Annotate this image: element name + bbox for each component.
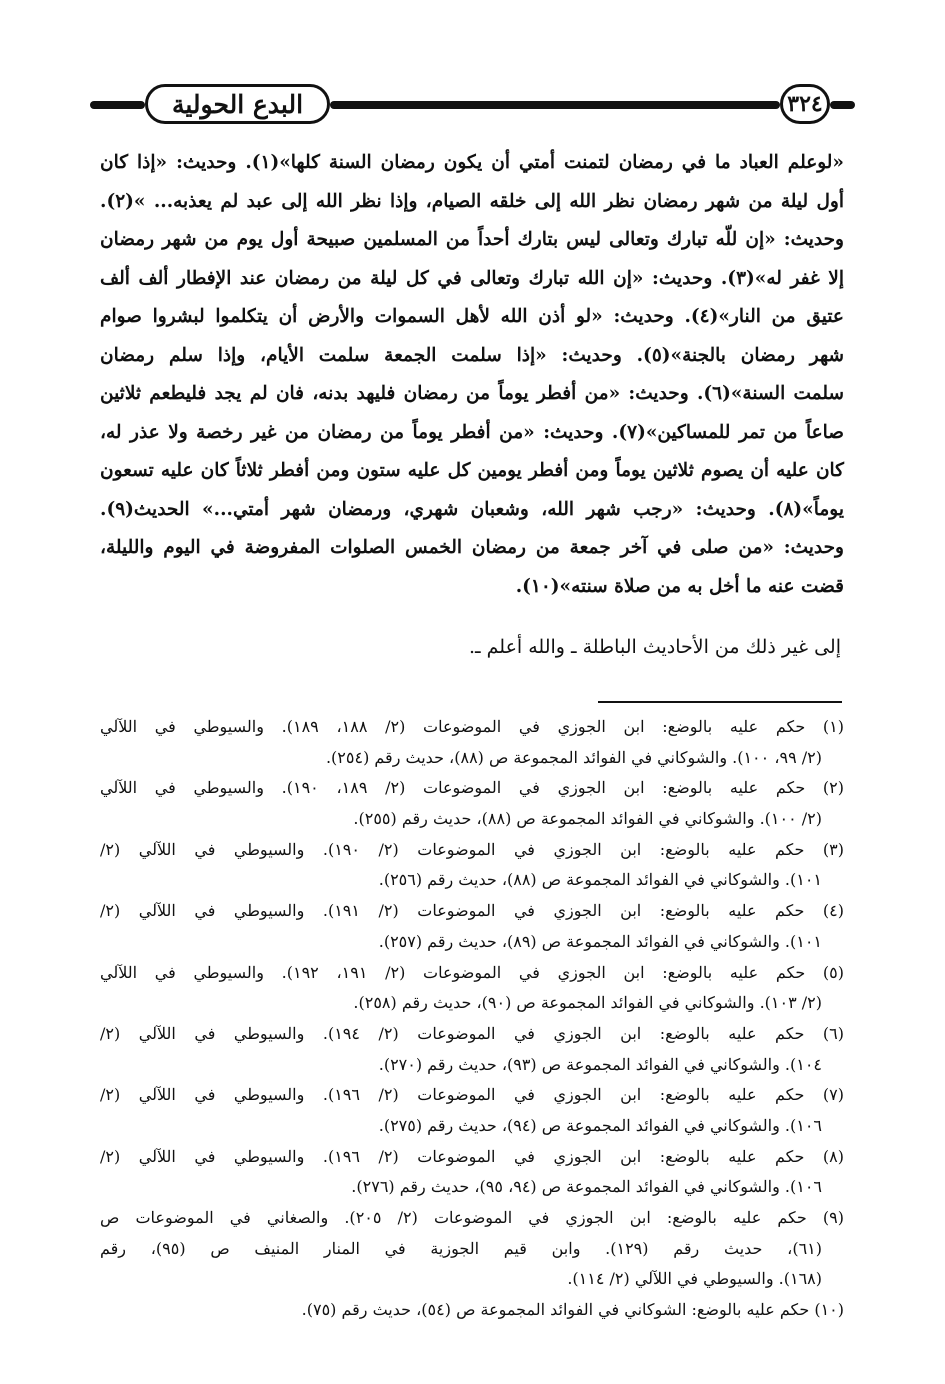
text-line: عتيق من النار»(٤). وحديث: «لو أذن الله لأهل السموات والأرض أن يتكلموا لبشروا صوام xyxy=(100,306,844,327)
footnote-line: ١٠٤). والشوكاني في الفوائد المجموعة ص (٩٣)، حديث رقم (٢٧٠). xyxy=(378,1054,822,1074)
footnote-line: ١٠١). والشوكاني في الفوائد المجموعة ص (٨٨)، حديث رقم (٢٥٦). xyxy=(378,870,822,890)
closing-line: إلى غير ذلك من الأحاديث الباطلة ـ والله أعلم ـ. xyxy=(468,636,841,658)
header-rule-right xyxy=(830,101,855,109)
footnote-line: (١) حكم عليه بالوضع: ابن الجوزي في الموضوعات (٢/ ١٨٨، ١٨٩). والسيوطي في اللآلي xyxy=(100,717,845,736)
page-number: ٣٢٤ xyxy=(780,84,830,124)
main-text xyxy=(100,144,844,606)
text-line: «لوعلم العباد ما في رمضان لتمنت أمتي أن يكون رمضان السنة كلها»(١). وحديث: «إذا كان xyxy=(100,152,844,173)
footnote-line: ١٠٦). والشوكاني في الفوائد المجموعة ص (٩٤)، حديث رقم (٢٧٥). xyxy=(378,1115,822,1135)
header-rule-left xyxy=(90,101,145,109)
text-line: إلا غفر له»(٣). وحديث: «إن الله تبارك وتعالى في كل ليلة من رمضان عند الإفطار ألف ألف xyxy=(100,267,844,289)
text-line: وحديث: «إن للّه تبارك وتعالى ليس بتارك أحداً من المسلمين صبيحة أول يوم من شهر رمضان xyxy=(100,229,844,250)
footnote-line: ١٠١). والشوكاني في الفوائد المجموعة ص (٨٩)، حديث رقم (٢٥٧). xyxy=(378,931,822,951)
running-header xyxy=(90,82,850,128)
footnote-line: (٢/ ٩٩، ١٠٠). والشوكاني في الفوائد المجموعة ص (٨٨)، حديث رقم (٢٥٤). xyxy=(325,747,822,767)
footnote-line: (٨) حكم عليه بالوضع: ابن الجوزي في الموضوعات (٢/ ١٩٦). والسيوطي في اللآلي (٢/ xyxy=(100,1146,844,1166)
footnote-divider xyxy=(598,701,842,703)
text-line: أول ليلة من شهر رمضان نظر الله إلى خلقه الصيام، وإذا نظر الله إلى عبد لم يعذبه... »(٢). xyxy=(100,190,844,212)
text-line: قضت عنه ما أخل به من صلاة سنته»(١٠). xyxy=(515,575,844,597)
footnote-line: (٢) حكم عليه بالوضع: ابن الجوزي في الموضوعات (٢/ ١٨٩، ١٩٠). والسيوطي في اللآلي xyxy=(100,778,845,798)
footnote-line: (١٦٨). والسيوطي في اللآلي (٢/ ١١٤). xyxy=(567,1269,822,1289)
footnote-line: (٩) حكم عليه بالوضع: ابن الجوزي في الموضوعات (٢/ ٢٠٥). والصغاني في الموضوعات ص xyxy=(100,1208,844,1227)
running-title: البدع الحولية xyxy=(145,84,330,124)
footnotes xyxy=(100,712,844,1326)
text-line: وحديث: «من صلى في آخر جمعة من رمضان الخمس الصلوات المفروضة في اليوم والليلة، xyxy=(100,537,844,558)
text-line: يوماً»(٨). وحديث: «رجب شهر الله، وشعبان شهري، ورمضان شهر أمتي...» الحديث(٩). xyxy=(100,498,844,520)
footnote-line: (٣) حكم عليه بالوضع: ابن الجوزي في الموضوعات (٢/ ١٩٠). والسيوطي في اللآلي (٢/ xyxy=(100,839,844,859)
footnote-line: (٤) حكم عليه بالوضع: ابن الجوزي في الموضوعات (٢/ ١٩١). والسيوطي في اللآلي (٢/ xyxy=(100,901,844,921)
footnote-line: (٥) حكم عليه بالوضع: ابن الجوزي في الموضوعات (٢/ ١٩١، ١٩٢). والسيوطي في اللآلي xyxy=(100,962,845,982)
text-line: سلمت السنة»(٦). وحديث: «من أفطر يوماً من رمضان فليهد بدنه، فان لم يجد فليطعم ثلاثين xyxy=(100,383,845,404)
footnote-line: (١٠) حكم عليه بالوضع: الشوكاني في الفوائد المجموعة ص (٥٤)، حديث رقم (٧٥). xyxy=(301,1300,844,1320)
text-line: صاعاً من تمر للمساكين»(٧). وحديث: «من أفطر يوماً من رمضان من غير رخصة ولا عذر له، xyxy=(100,421,844,443)
footnote-line: ١٠٦). والشوكاني في الفوائد المجموعة ص (٩٤، ٩٥)، حديث رقم (٢٧٦). xyxy=(351,1177,822,1197)
footnote-line: (٢/ ١٠٣). والشوكاني في الفوائد المجموعة ص (٩٠)، حديث رقم (٢٥٨). xyxy=(353,993,822,1013)
footnote-line: (٧) حكم عليه بالوضع: ابن الجوزي في الموضوعات (٢/ ١٩٦). والسيوطي في اللآلي (٢/ xyxy=(100,1085,844,1105)
header-rule-middle xyxy=(330,101,780,109)
text-line: شهر رمضان بالجنة»(٥). وحديث: «إذا سلمت الجمعة سلمت الأيام، وإذا سلم رمضان xyxy=(100,344,844,366)
footnote-line: (٦١)، حديث رقم (١٢٩). وابن قيم الجوزية في المنار المنيف ص (٩٥)، رقم xyxy=(100,1238,823,1258)
footnote-line: (٢/ ١٠٠). والشوكاني في الفوائد المجموعة ص (٨٨)، حديث رقم (٢٥٥). xyxy=(353,809,822,829)
text-line: كان عليه أن يصوم ثلاثين يوماً ومن أفطر يومين كل عليه ستون ومن أفطر ثلاثاً كان عليه تسعون xyxy=(100,460,844,481)
footnote-line: (٦) حكم عليه بالوضع: ابن الجوزي في الموضوعات (٢/ ١٩٤). والسيوطي في اللآلي (٢/ xyxy=(100,1023,844,1043)
